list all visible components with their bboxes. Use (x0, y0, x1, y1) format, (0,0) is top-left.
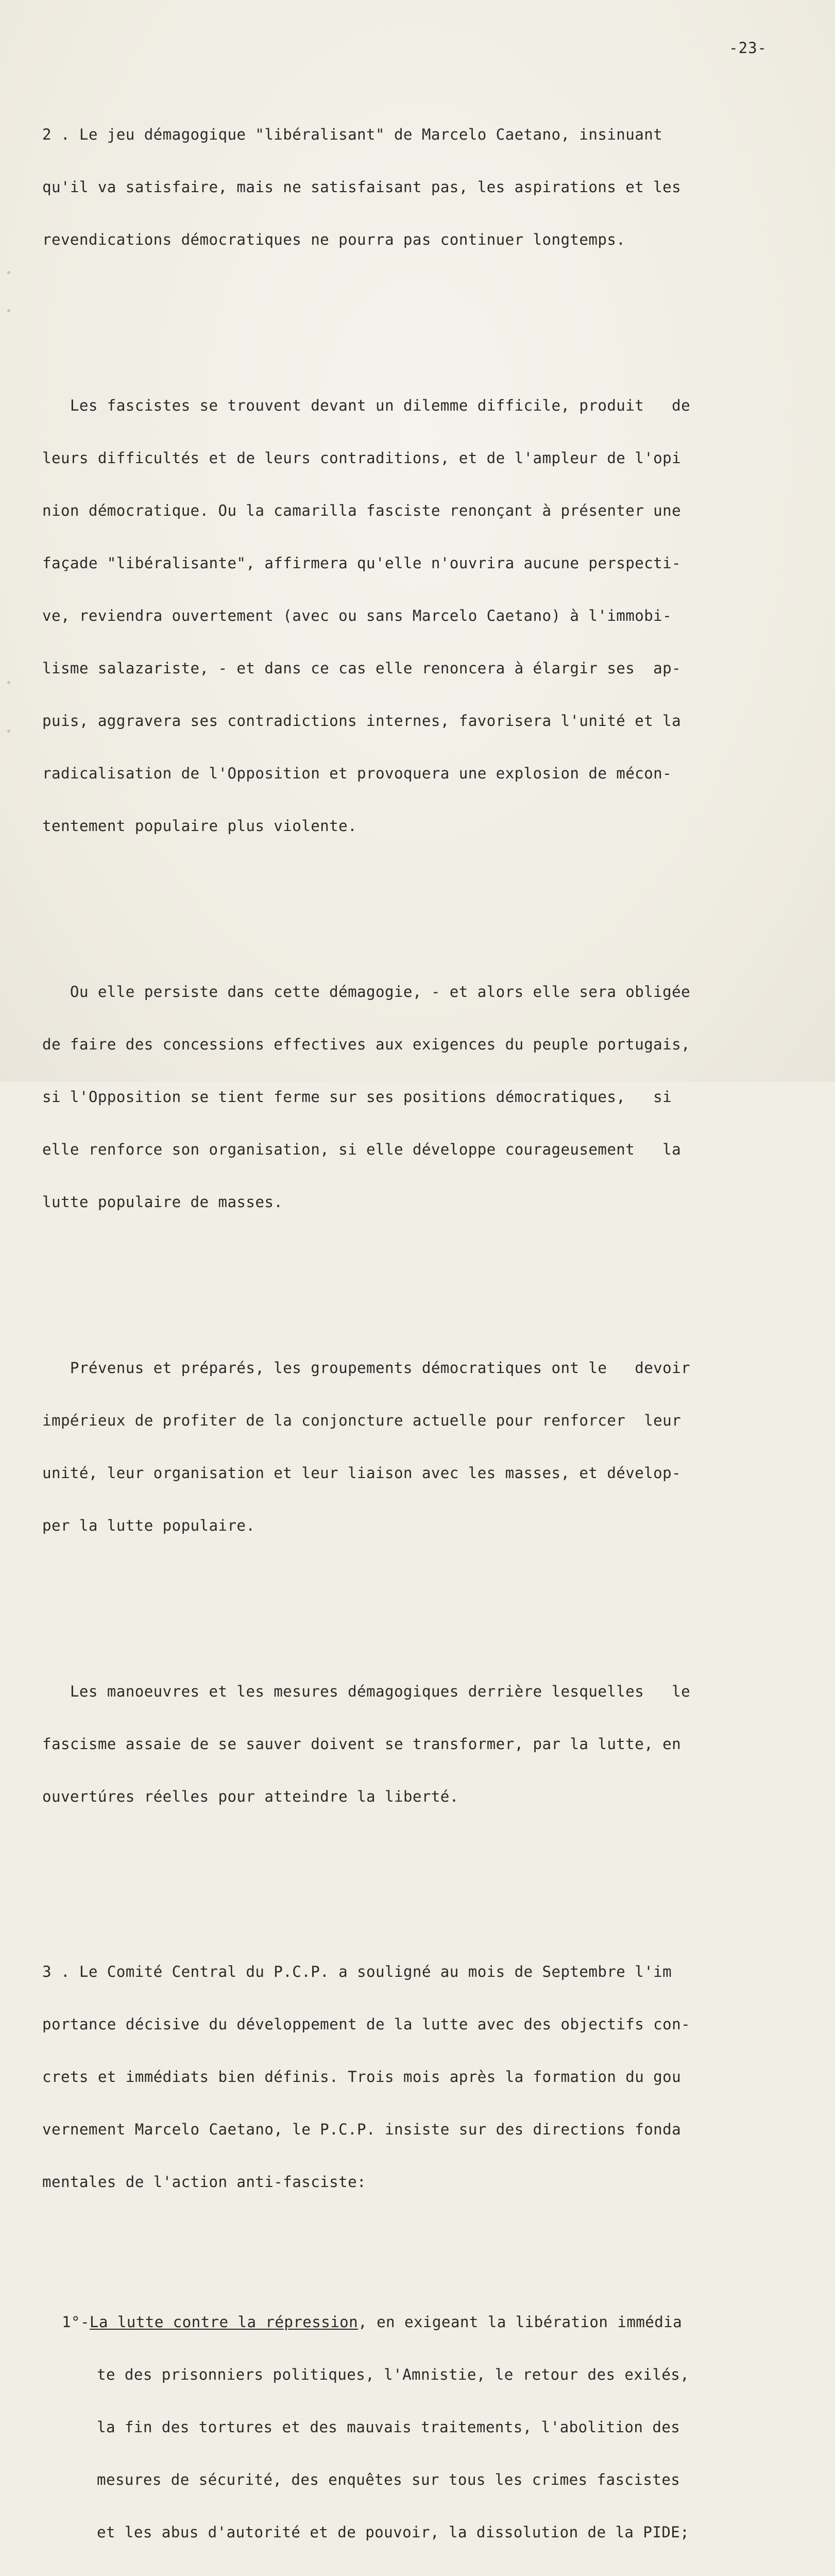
text-line: lisme salazariste, - et dans ce cas elle renoncera à élargir ses ap- (42, 659, 681, 677)
text-line: ouvertúres réelles pour atteindre la liberté. (42, 1788, 459, 1805)
text-line: te des prisonniers politiques, l'Amnistie, le retour des exilés, (97, 2366, 690, 2383)
text-line: mesures de sécurité, des enquêtes sur tous les crimes fascistes (97, 2471, 680, 2488)
text-line: radicalisation de l'Opposition et provoquera une explosion de mécon- (42, 765, 672, 782)
text-line: 2 . Le jeu démagogique "libéralisant" de Marcelo Caetano, insinuant (42, 126, 663, 143)
text-line: 3 . Le Comité Central du P.C.P. a souligné au mois de Septembre l'im (42, 1963, 672, 1980)
paragraph-5 (42, 1648, 770, 1840)
text-line: elle renforce son organisation, si elle développe courageusement la (42, 1141, 681, 1158)
document-text (42, 56, 770, 2576)
text-line: leurs difficultés et de leurs contraditions, et de l'ampleur de l'opi (42, 449, 681, 467)
margin-mark (7, 271, 10, 274)
margin-mark (7, 309, 10, 312)
text-line: portance décisive du développement de la lutte avec des objectifs con- (42, 2015, 691, 2033)
text-line: vernement Marcelo Caetano, le P.C.P. insiste sur des directions fonda (42, 2121, 681, 2138)
paragraph-1 (42, 91, 770, 283)
text-line: façade "libéralisante", affirmera qu'elle n'ouvrira aucune perspecti- (42, 554, 681, 572)
text-line: tentement populaire plus violente. (42, 817, 357, 835)
text-line: si l'Opposition se tient ferme sur ses positions démocratiques, si (42, 1088, 672, 1106)
text-line: revendications démocratiques ne pourra pas continuer longtemps. (42, 231, 626, 248)
text-line: et les abus d'autorité et de pouvoir, la dissolution de la PIDE; (97, 2523, 690, 2541)
text-line: qu'il va satisfaire, mais ne satisfaisant pas, les aspirations et les (42, 178, 681, 196)
list-item-1 (42, 2278, 770, 2576)
margin-mark (7, 730, 10, 733)
text-line: fascisme assaie de se sauver doivent se transformer, par la lutte, en (42, 1735, 681, 1753)
text-line: ve, reviendra ouvertement (avec ou sans Marcelo Caetano) à l'immobi- (42, 607, 672, 624)
text-line: Les fascistes se trouvent devant un dilemme difficile, produit de (42, 397, 691, 414)
text-line: puis, aggravera ses contradictions internes, favorisera l'unité et la (42, 712, 681, 730)
margin-mark (7, 681, 10, 684)
item-heading: La lutte contre la répression (89, 2313, 359, 2331)
paragraph-6 (42, 1928, 770, 2226)
text-line: crets et immédiats bien définis. Trois mois après la formation du gou (42, 2068, 681, 2086)
text-line: Ou elle persiste dans cette démagogie, - et alors elle sera obligée (42, 983, 691, 1001)
text-line: unité, leur organisation et leur liaison avec les masses, et dévelop- (42, 1464, 681, 1482)
paragraph-3 (42, 948, 770, 1246)
paragraph-4 (42, 1324, 770, 1569)
text-line: nion démocratique. Ou la camarilla fasciste renonçant à présenter une (42, 502, 681, 519)
text-line: , en exigeant la libération immédia (358, 2313, 683, 2331)
text-line: per la lutte populaire. (42, 1517, 255, 1534)
item-number: 1°- (62, 2313, 90, 2331)
text-line: la fin des tortures et des mauvais traitements, l'abolition des (97, 2418, 680, 2436)
text-line: de faire des concessions effectives aux exigences du peuple portugais, (42, 1036, 691, 1053)
text-line: impérieux de profiter de la conjoncture actuelle pour renforcer leur (42, 1412, 681, 1429)
text-line: lutte populaire de masses. (42, 1193, 283, 1211)
text-line: mentales de l'action anti-fasciste: (42, 2173, 367, 2191)
text-line: Prévenus et préparés, les groupements démocratiques ont le devoir (42, 1359, 691, 1377)
paragraph-2 (42, 362, 770, 870)
text-line: Les manoeuvres et les mesures démagogiques derrière lesquelles le (42, 1683, 691, 1700)
page-number: -23- (729, 39, 767, 57)
